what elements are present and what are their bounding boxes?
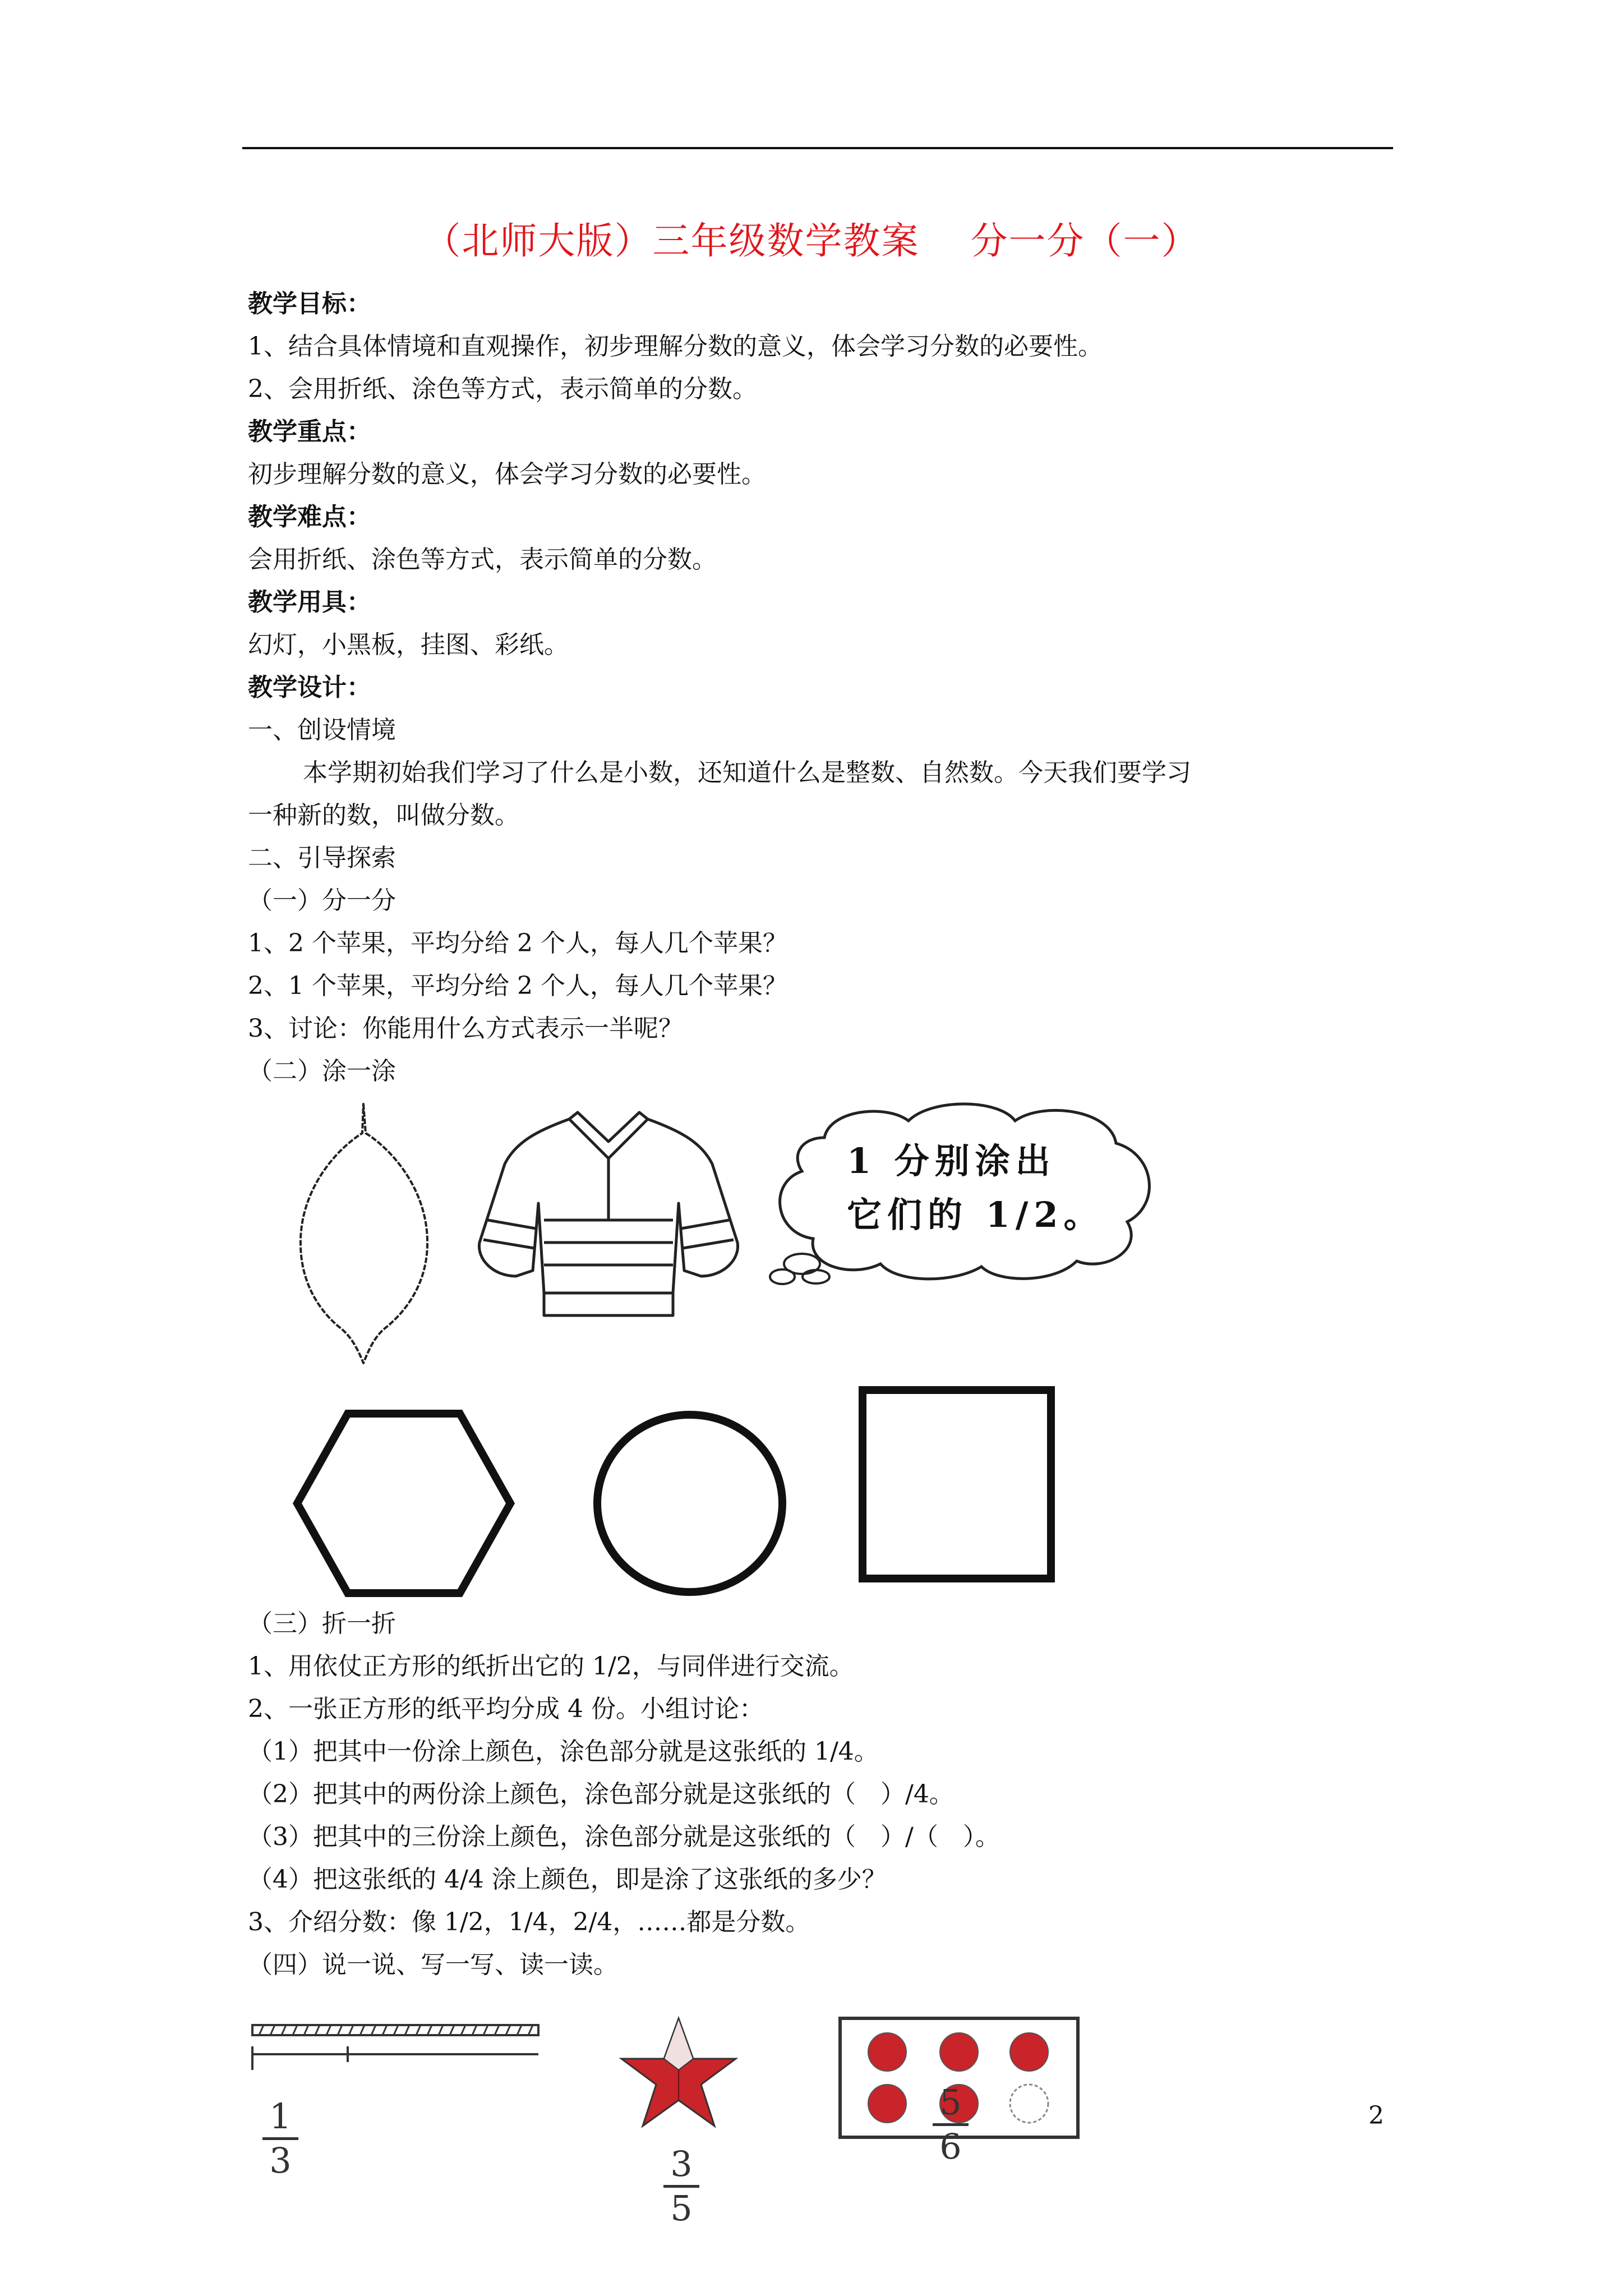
circle-shape [589, 1408, 791, 1599]
hexagon-shape [292, 1408, 516, 1599]
section-1-heading: 一、创设情境 [248, 716, 396, 744]
thought-bubble-line-1: 1 分别涂出 [847, 1140, 1056, 1181]
fold-item-3: 3、介绍分数：像 1/2，1/4，2/4，……都是分数。 [248, 1908, 810, 1936]
key-point-heading: 教学重点： [248, 417, 371, 446]
fraction-denominator: 6 [939, 2126, 962, 2167]
thought-bubble-line-2: 它们的 1/2。 [847, 1194, 1104, 1235]
sweater-drawing [471, 1108, 746, 1321]
fold-item-2-sub-2: （2）把其中的两份涂上颜色，涂色部分就是这张纸的（ ）/4。 [248, 1780, 954, 1809]
question-3: 3、讨论：你能用什么方式表示一半呢？ [248, 1014, 683, 1043]
tools-text: 幻灯，小黑板，挂图、彩纸。 [248, 631, 569, 659]
difficulty-text: 会用折纸、涂色等方式，表示简单的分数。 [248, 545, 717, 574]
fraction-five-sixths [928, 2084, 973, 2165]
page-title: （北师大版）三年级数学教案 分一分（一） [423, 219, 1200, 263]
tools-heading: 教学用具： [248, 588, 371, 616]
fold-item-2-sub-1: （1）把其中一份涂上颜色，涂色部分就是这张纸的 1/4。 [248, 1737, 879, 1766]
leaf-outline-drawing [292, 1099, 437, 1374]
difficulty-heading: 教学难点： [248, 503, 371, 531]
fold-item-2-sub-3: （3）把其中的三份涂上颜色，涂色部分就是这张纸的（ ）/（ ）。 [248, 1823, 1000, 1851]
design-heading: 教学设计： [248, 673, 371, 702]
question-2: 2、1 个苹果，平均分给 2 个人，每人几个苹果？ [248, 972, 787, 1000]
fraction-denominator: 5 [670, 2188, 693, 2229]
fold-item-2-sub-4: （4）把这张纸的 4/4 涂上颜色，即是涂了这张纸的多少？ [248, 1865, 887, 1894]
fraction-numerator: 5 [939, 2082, 962, 2123]
segmented-bar-drawing [247, 2019, 550, 2098]
red-star-drawing [617, 2014, 740, 2137]
fraction-three-fifths [659, 2143, 704, 2229]
section-2-heading: 二、引导探索 [248, 844, 396, 872]
fraction-denominator: 3 [269, 2140, 292, 2181]
part-4-heading: （四）说一说、写一写、读一读。 [248, 1950, 618, 1979]
fraction-one-third [258, 2098, 303, 2179]
square-shape [858, 1386, 1060, 1588]
goal-item-2: 2、会用折纸、涂色等方式，表示简单的分数。 [248, 375, 757, 403]
fraction-numerator: 3 [670, 2143, 693, 2184]
thought-bubble-text [847, 1134, 1104, 1242]
fraction-numerator: 1 [269, 2096, 292, 2137]
part-1-heading: （一）分一分 [248, 886, 396, 915]
section-1-paragraph-line-2: 一种新的数，叫做分数。 [248, 801, 519, 830]
section-1-paragraph-line-1: 本学期初始我们学习了什么是小数，还知道什么是整数、自然数。今天我们要学习 [303, 758, 1191, 787]
goal-item-1: 1、结合具体情境和直观操作，初步理解分数的意义，体会学习分数的必要性。 [248, 332, 1103, 361]
key-point-text: 初步理解分数的意义，体会学习分数的必要性。 [248, 460, 766, 489]
page-number: 2 [1368, 2101, 1384, 2130]
goal-heading: 教学目标： [248, 289, 371, 318]
part-2-heading: （二）涂一涂 [248, 1057, 396, 1085]
part-3-heading: （三）折一折 [248, 1609, 396, 1638]
header-rule [242, 147, 1393, 149]
question-1: 1、2 个苹果，平均分给 2 个人，每人几个苹果？ [248, 929, 787, 958]
fold-item-1: 1、用依仗正方形的纸折出它的 1/2，与同伴进行交流。 [248, 1652, 854, 1681]
fold-item-2: 2、一张正方形的纸平均分成 4 份。小组讨论： [248, 1695, 764, 1723]
